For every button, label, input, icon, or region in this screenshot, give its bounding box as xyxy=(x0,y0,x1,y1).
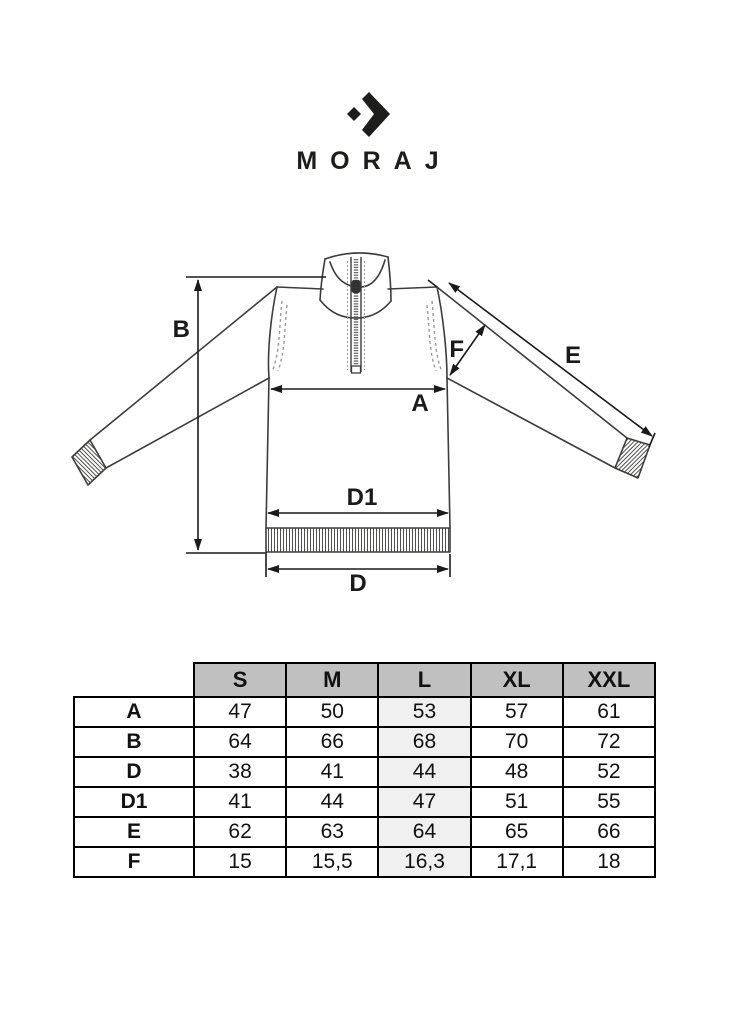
size-value-cell: 62 xyxy=(194,817,286,847)
size-value-cell: 17,1 xyxy=(471,847,563,877)
size-value-cell: 47 xyxy=(378,787,470,817)
dimension-E-arrow xyxy=(449,283,652,436)
table-row-b xyxy=(74,727,655,757)
measure-row-label: A xyxy=(74,697,194,727)
brand-name: MORAJ xyxy=(296,147,452,175)
size-value-cell: 47 xyxy=(194,697,286,727)
brand-logo-icon xyxy=(347,92,390,137)
size-value-cell: 41 xyxy=(286,757,378,787)
zipper-pull xyxy=(352,280,361,293)
size-value-cell: 44 xyxy=(378,757,470,787)
size-value-cell: 50 xyxy=(286,697,378,727)
table-row-e xyxy=(74,817,655,847)
left-armhole-seam xyxy=(268,287,277,378)
body-right-edge xyxy=(447,378,450,528)
size-value-cell: 68 xyxy=(378,727,470,757)
right-armhole-seam xyxy=(437,287,447,378)
size-value-cell: 57 xyxy=(471,697,563,727)
collar-top-edge xyxy=(325,253,388,259)
size-column-header-m: M xyxy=(286,663,378,697)
table-row-d xyxy=(74,757,655,787)
label-B: B xyxy=(172,316,190,343)
size-value-cell: 72 xyxy=(563,727,655,757)
size-value-cell: 64 xyxy=(194,727,286,757)
size-value-cell: 15,5 xyxy=(286,847,378,877)
right-sleeve-underarm xyxy=(447,378,615,468)
label-D1: D1 xyxy=(346,484,378,511)
measure-row-label: F xyxy=(74,847,194,877)
size-value-cell: 66 xyxy=(563,817,655,847)
logo-chevron-icon xyxy=(362,92,390,137)
size-chart-table xyxy=(73,662,656,878)
size-value-cell: 63 xyxy=(286,817,378,847)
label-A: A xyxy=(411,390,429,417)
table-row-f xyxy=(74,847,655,877)
size-value-cell: 15 xyxy=(194,847,286,877)
left-cuff xyxy=(72,440,106,485)
table-row-a xyxy=(74,697,655,727)
right-cuff xyxy=(615,438,650,478)
label-E: E xyxy=(564,342,582,369)
dimension-labels xyxy=(173,316,581,597)
size-value-cell: 38 xyxy=(194,757,286,787)
right-shoulder-seam xyxy=(388,287,437,289)
size-column-header-s: S xyxy=(194,663,286,697)
zipper-stop xyxy=(352,366,361,373)
size-value-cell: 16,3 xyxy=(378,847,470,877)
size-value-cell: 66 xyxy=(286,727,378,757)
table-corner-blank xyxy=(74,663,194,697)
body-left-edge xyxy=(266,378,269,528)
size-table-header-row xyxy=(74,663,655,697)
size-value-cell: 65 xyxy=(471,817,563,847)
size-value-cell: 64 xyxy=(378,817,470,847)
measure-row-label: B xyxy=(74,727,194,757)
size-value-cell: 44 xyxy=(286,787,378,817)
size-value-cell: 41 xyxy=(194,787,286,817)
hem-band xyxy=(266,528,450,552)
size-column-header-l: L xyxy=(378,663,470,697)
size-value-cell: 70 xyxy=(471,727,563,757)
size-value-cell: 53 xyxy=(378,697,470,727)
size-value-cell: 18 xyxy=(563,847,655,877)
zipper xyxy=(348,257,365,373)
collar-right-edge xyxy=(388,257,391,301)
measure-row-label: D1 xyxy=(74,787,194,817)
size-value-cell: 61 xyxy=(563,697,655,727)
label-F: F xyxy=(449,336,464,363)
size-value-cell: 55 xyxy=(563,787,655,817)
table-row-d1 xyxy=(74,787,655,817)
size-value-cell: 48 xyxy=(471,757,563,787)
right-sleeve xyxy=(437,287,627,438)
left-shoulder-seam xyxy=(277,287,323,289)
size-value-cell: 52 xyxy=(563,757,655,787)
left-sleeve xyxy=(90,287,277,440)
size-column-header-xxl: XXL xyxy=(563,663,655,697)
measure-row-label: E xyxy=(74,817,194,847)
size-value-cell: 51 xyxy=(471,787,563,817)
collar-left-edge xyxy=(320,259,325,300)
measure-row-label: D xyxy=(74,757,194,787)
logo-diamond-icon xyxy=(347,107,361,121)
label-D: D xyxy=(349,570,367,597)
left-sleeve-underarm xyxy=(106,378,269,468)
size-column-header-xl: XL xyxy=(471,663,563,697)
